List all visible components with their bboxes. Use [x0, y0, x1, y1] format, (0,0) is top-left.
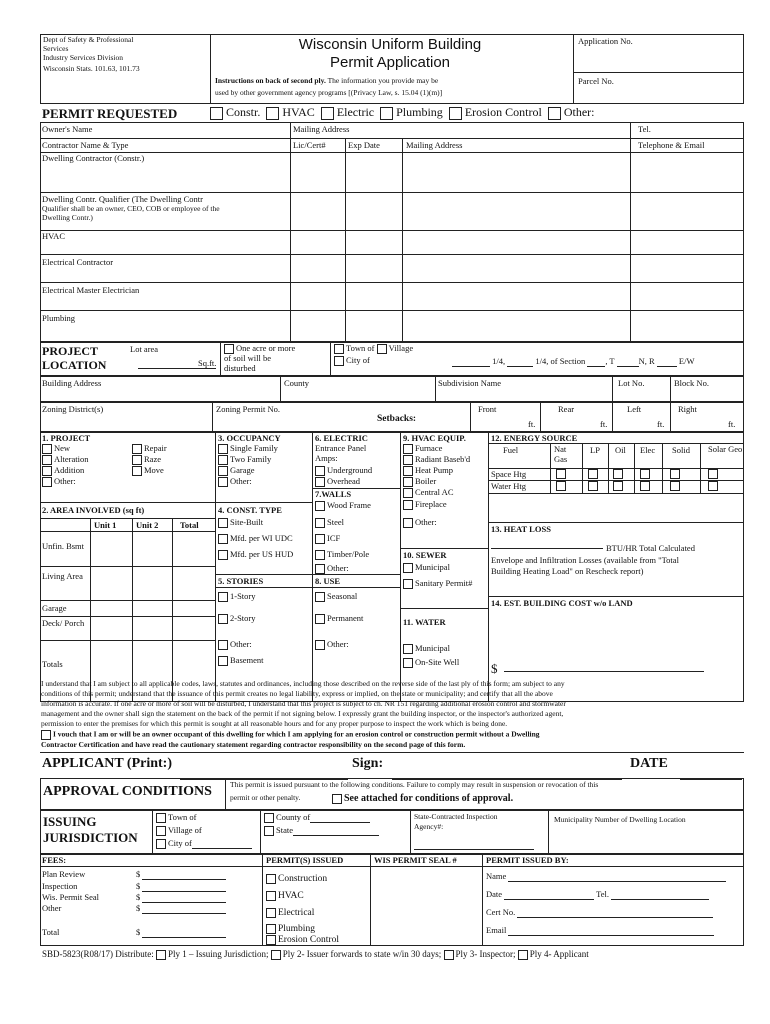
unit2-header: Unit 2: [136, 520, 159, 530]
village-checkbox[interactable]: [377, 344, 387, 354]
mfd-wi-checkbox[interactable]: [218, 534, 228, 544]
juris-town-checkbox[interactable]: [156, 813, 166, 823]
issued-by-tel-label: Tel.: [596, 889, 610, 899]
juris-county-checkbox[interactable]: [264, 813, 274, 823]
hvac-contractor-label: HVAC: [42, 231, 65, 241]
agency-no-label: Agency#:: [414, 822, 444, 831]
area-row-label: Deck/ Porch: [42, 618, 85, 628]
hvac-checkbox[interactable]: [266, 107, 279, 120]
plumbing-contractor-label: Plumbing: [42, 313, 76, 323]
overhead-label: Overhead: [327, 476, 361, 486]
energy-source-checkbox[interactable]: [640, 469, 650, 479]
section-label: 1/4, of Section: [535, 356, 586, 366]
juris-city-checkbox[interactable]: [156, 839, 166, 849]
fireplace-label: Fireplace: [415, 499, 447, 509]
sewer-title: 10. SEWER: [403, 550, 447, 560]
erosion-control-label: Erosion Control: [464, 105, 542, 119]
on-site-well-label: On-Site Well: [415, 657, 460, 667]
one-acre-label: One acre or more: [236, 343, 296, 353]
occupancy-other-checkbox[interactable]: [218, 477, 228, 487]
issued-construction-checkbox[interactable]: [266, 874, 276, 884]
area-row-label: Totals: [42, 659, 63, 669]
quarter-input-1[interactable]: [452, 366, 490, 367]
energy-source-checkbox[interactable]: [556, 481, 566, 491]
energy-source-checkbox[interactable]: [556, 469, 566, 479]
move-checkbox[interactable]: [132, 466, 142, 476]
solar-geo-col: Solar Geo: [708, 444, 743, 454]
plumbing-label: Plumbing: [396, 105, 443, 119]
raze-label: Raze: [144, 454, 161, 464]
hvac-other-label: Other:: [415, 517, 437, 527]
instructions-bold: Instructions on back of second ply.: [215, 76, 326, 85]
juris-county-input[interactable]: [310, 822, 370, 823]
setback-left-label: Left: [627, 404, 642, 414]
parcel-no-label: Parcel No.: [578, 76, 614, 86]
owner-name-label: Owner's Name: [42, 124, 93, 134]
raze-checkbox[interactable]: [132, 455, 142, 465]
sanitary-permit-checkbox[interactable]: [403, 579, 413, 589]
issued-erosion-checkbox[interactable]: [266, 935, 276, 945]
repair-checkbox[interactable]: [132, 444, 142, 454]
issued-by-date-label: Date: [486, 889, 503, 899]
heat-pump-checkbox[interactable]: [403, 466, 413, 476]
energy-source-checkbox[interactable]: [640, 481, 650, 491]
fee-dollar: $: [136, 903, 141, 913]
qualifier-note: Qualifier shall be an owner, CEO, COB or employee of the: [42, 204, 220, 213]
juris-state-checkbox[interactable]: [264, 826, 274, 836]
plan-review-fee-input[interactable]: [142, 879, 226, 880]
agency-line: Dept of Safety & Professional: [43, 35, 134, 44]
radiant-checkbox[interactable]: [403, 455, 413, 465]
juris-village-label: Village of: [168, 825, 202, 835]
building-address-label: Building Address: [42, 378, 102, 388]
use-other-checkbox[interactable]: [315, 640, 325, 650]
issuing-jurisdiction-label: ISSUING: [43, 814, 97, 829]
issued-by-tel-input[interactable]: [611, 899, 709, 900]
front-ft: ft.: [528, 419, 536, 429]
tel-email-label: Telephone & Email: [638, 140, 705, 150]
area-row-label: Living Area: [42, 571, 83, 581]
move-label: Move: [144, 465, 164, 475]
permanent-label: Permanent: [327, 613, 364, 623]
energy-source-title: 12. ENERGY SOURCE: [491, 433, 578, 443]
issued-electrical-checkbox[interactable]: [266, 908, 276, 918]
municipality-number-label: Municipality Number of Dwelling Location: [554, 815, 686, 824]
two-family-label: Two Family: [230, 454, 272, 464]
statement-line: I understand that I am subject to all applicable codes, laws, statutes and ordinances, including those described on the reverse side of the last ply of this form; am subject to any: [41, 679, 565, 688]
town-label: Town of: [346, 343, 375, 353]
cost-dollar: $: [491, 661, 498, 676]
constr-checkbox[interactable]: [210, 107, 223, 120]
central-ac-label: Central AC: [415, 487, 454, 497]
solid-col: Solid: [672, 445, 690, 455]
btu-label: BTU/HR Total Calculated: [606, 543, 695, 553]
approval-text-2: permit or other penalty.: [230, 793, 301, 802]
issued-by-email-label: Email: [486, 925, 507, 935]
ply4-checkbox[interactable]: [518, 950, 528, 960]
boiler-label: Boiler: [415, 476, 437, 486]
one-acre-label-3: disturbed: [224, 363, 256, 373]
statement-line: management and the owner shall sign the statement on the back of the permit if not signing below. I expressly grant the building inspector, or the inspector's authorized agent,: [41, 709, 564, 718]
icf-label: ICF: [327, 533, 341, 543]
lp-col: LP: [590, 445, 600, 455]
fee-item: Wis. Permit Seal: [42, 892, 100, 902]
entrance-panel-label: Entrance Panel: [315, 443, 367, 453]
issued-hvac-checkbox[interactable]: [266, 891, 276, 901]
underground-checkbox[interactable]: [315, 466, 325, 476]
other-fee-input[interactable]: [142, 913, 226, 914]
addition-checkbox[interactable]: [42, 466, 52, 476]
agency-no-input[interactable]: [414, 849, 534, 850]
wood-frame-label: Wood Frame: [327, 500, 371, 510]
const-type-title: 4. CONST. TYPE: [218, 505, 282, 515]
walls-other-checkbox[interactable]: [315, 564, 325, 574]
form-subtitle: Permit Application: [329, 54, 451, 71]
energy-source-checkbox[interactable]: [613, 469, 623, 479]
furnace-label: Furnace: [415, 443, 443, 453]
steel-checkbox[interactable]: [315, 518, 325, 528]
mfd-us-checkbox[interactable]: [218, 550, 228, 560]
juris-village-checkbox[interactable]: [156, 826, 166, 836]
ply2-checkbox[interactable]: [271, 950, 281, 960]
juris-city-input[interactable]: [192, 848, 252, 849]
basement-checkbox[interactable]: [218, 656, 228, 666]
unit1-header: Unit 1: [94, 520, 117, 530]
timber-pole-label: Timber/Pole: [327, 549, 370, 559]
left-ft: ft.: [657, 419, 665, 429]
single-family-checkbox[interactable]: [218, 444, 228, 454]
underground-label: Underground: [327, 465, 373, 475]
contractors-grid: [40, 122, 744, 342]
vouch-statement-2: Contractor Certification and have read the cautionary statement regarding contractor responsibility on the second page of this form.: [41, 740, 466, 749]
range-input[interactable]: [657, 366, 677, 367]
juris-county-label: County of: [276, 812, 311, 822]
see-attached-checkbox[interactable]: [332, 794, 342, 804]
approval-text: This permit is issued pursuant to the following conditions. Failure to comply may result in suspension or revocation of this: [230, 780, 599, 789]
permit-requested-label: PERMIT REQUESTED: [42, 106, 178, 121]
footer-distribution: [42, 949, 589, 960]
fee-dollar: $: [136, 892, 141, 902]
central-ac-checkbox[interactable]: [403, 488, 413, 498]
date-label: DATE: [630, 756, 668, 771]
issued-plumbing-checkbox[interactable]: [266, 924, 276, 934]
energy-source-checkbox[interactable]: [670, 481, 680, 491]
contractor-name-label: Contractor Name & Type: [42, 140, 129, 150]
zoning-permit-label: Zoning Permit No.: [216, 404, 280, 414]
city-checkbox[interactable]: [334, 356, 344, 366]
permit-seal-fee-input[interactable]: [142, 902, 226, 903]
single-family-label: Single Family: [230, 443, 278, 453]
sqft-label: Sq.ft.: [198, 358, 217, 368]
state-contracted-label: State-Contracted Inspection: [414, 812, 498, 821]
quarter-label-1: 1/4,: [492, 356, 506, 366]
master-electrician-label: Electrical Master Electrician: [42, 285, 140, 295]
permit-seal-label: WIS PERMIT SEAL #: [374, 855, 457, 865]
heat-loss-desc: Envelope and Infiltration Losses (available from "Total: [491, 555, 679, 565]
use-other-label: Other:: [327, 639, 349, 649]
heat-loss-title: 13. HEAT LOSS: [491, 524, 551, 534]
permit-issued-by-label: PERMIT ISSUED BY:: [486, 855, 569, 865]
erosion-control-checkbox[interactable]: [449, 107, 462, 120]
permanent-checkbox[interactable]: [315, 614, 325, 624]
right-ft: ft.: [728, 419, 736, 429]
dwelling-contractor-label: Dwelling Contractor (Constr.): [42, 153, 145, 163]
hvac-equip-title: 9. HVAC EQUIP.: [403, 433, 466, 443]
instructions-line2: used by other government agency programs [(Privacy Law, s. 15.04 (1)(m)]: [215, 88, 443, 97]
township-label: , T: [605, 356, 615, 366]
owner-occupant-checkbox[interactable]: [41, 730, 51, 740]
ply3-checkbox[interactable]: [444, 950, 454, 960]
rear-ft: ft.: [600, 419, 608, 429]
energy-source-checkbox[interactable]: [588, 469, 598, 479]
town-checkbox[interactable]: [334, 344, 344, 354]
issued-electrical-label: Electrical: [278, 908, 315, 919]
see-attached-label: See attached for conditions of approval.: [344, 793, 514, 804]
county-label: County: [284, 378, 310, 388]
two-story-checkbox[interactable]: [218, 614, 228, 624]
form-title: Wisconsin Uniform Building: [298, 36, 482, 53]
agency-line: Wisconsin Stats. 101.63, 101.73: [43, 64, 140, 73]
steel-label: Steel: [327, 517, 344, 527]
amps-label: Amps:: [315, 453, 338, 463]
setbacks-label: Setbacks:: [377, 414, 417, 424]
qualifier-label: Dwelling Contr. Qualifier (The Dwelling Contr: [42, 194, 203, 204]
fuel-col: Fuel: [503, 445, 519, 455]
area-section-title: 2. AREA INVOLVED (sq ft): [42, 505, 145, 515]
contractor-mailing-label: Mailing Address: [406, 140, 463, 150]
one-story-checkbox[interactable]: [218, 592, 228, 602]
area-row-label: Garage: [42, 603, 67, 613]
ply4-label: Ply 4- Applicant: [529, 949, 589, 959]
occupancy-other-label: Other:: [230, 476, 252, 486]
fee-item: Total: [42, 927, 60, 937]
owner-mailing-label: Mailing Address: [293, 124, 350, 134]
permits-issued-label: PERMIT(S) ISSUED: [266, 855, 344, 865]
overhead-checkbox[interactable]: [315, 477, 325, 487]
oil-col: Oil: [615, 445, 626, 455]
radiant-label: Radiant Baseb'd: [415, 454, 471, 464]
ply1-label: Ply 1 – Issuing Jurisdiction;: [168, 949, 269, 959]
constr-label: Constr.: [226, 105, 261, 119]
stories-other-checkbox[interactable]: [218, 640, 228, 650]
space-htg-row: Space Htg: [491, 469, 527, 479]
vouch-statement: I vouch that I am or will be an owner occupant of this dwelling for which I am applying for an erosion control or construction permit without a Dwelling: [53, 729, 540, 739]
agency-line: Industry Services Division: [43, 53, 123, 62]
one-story-label: 1-Story: [230, 591, 256, 601]
juris-town-label: Town of: [168, 812, 197, 822]
stories-other-label: Other:: [230, 639, 252, 649]
permit-type-options: [210, 106, 594, 120]
icf-checkbox[interactable]: [315, 534, 325, 544]
alteration-checkbox[interactable]: [42, 455, 52, 465]
fee-dollar: $: [136, 869, 141, 879]
ply1-checkbox[interactable]: [156, 950, 166, 960]
fee-item: Plan Review: [42, 869, 86, 879]
project-other-label: Other:: [54, 476, 76, 486]
inspection-fee-input[interactable]: [142, 891, 226, 892]
zoning-district-label: Zoning District(s): [42, 404, 104, 414]
fees-label: FEES:: [42, 855, 67, 865]
issued-by-date-input[interactable]: [504, 899, 594, 900]
mfd-wi-label: Mfd. per WI UDC: [230, 533, 293, 543]
other-checkbox[interactable]: [548, 107, 561, 120]
repair-label: Repair: [144, 443, 167, 453]
water-title: 11. WATER: [403, 617, 446, 627]
instructions-text: The information you provide may be: [325, 76, 439, 85]
issued-by-email-input[interactable]: [508, 935, 714, 936]
setback-right-label: Right: [678, 404, 697, 414]
setback-rear-label: Rear: [558, 404, 575, 414]
energy-source-checkbox[interactable]: [613, 481, 623, 491]
approval-conditions-label: APPROVAL CONDITIONS: [43, 784, 212, 799]
juris-city-label: City of: [168, 838, 192, 848]
applicant-print-label: APPLICANT (Print:): [42, 756, 173, 771]
two-family-checkbox[interactable]: [218, 455, 228, 465]
energy-source-checkbox[interactable]: [588, 481, 598, 491]
issued-construction-label: Construction: [278, 874, 328, 885]
township-input[interactable]: [617, 366, 639, 367]
fee-dollar: $: [136, 927, 141, 937]
est-cost-title: 14. EST. BUILDING COST w/o LAND: [491, 598, 633, 608]
sanitary-permit-label: Sanitary Permit#: [415, 578, 473, 588]
est-cost-input[interactable]: [504, 671, 704, 672]
basement-label: Basement: [230, 655, 264, 665]
issued-by-name-input[interactable]: [508, 881, 726, 882]
juris-state-input[interactable]: [293, 835, 379, 836]
electric-title: 6. ELECTRIC: [315, 433, 368, 443]
exp-date-label: Exp Date: [348, 140, 380, 150]
heat-pump-label: Heat Pump: [415, 465, 454, 475]
furnace-checkbox[interactable]: [403, 444, 413, 454]
project-other-checkbox[interactable]: [42, 477, 52, 487]
qualifier-note-end: Dwelling Contr.): [42, 213, 93, 222]
seasonal-checkbox[interactable]: [315, 592, 325, 602]
other-label: Other:: [563, 105, 595, 119]
two-story-label: 2-Story: [230, 613, 256, 623]
fee-dollar: $: [136, 881, 141, 891]
issued-by-cert-label: Cert No.: [486, 907, 516, 917]
form-number: SBD-5823(R08/17) Distribute:: [42, 949, 154, 959]
quarter-input-2[interactable]: [507, 366, 533, 367]
sign-label: Sign:: [352, 756, 384, 771]
fee-item: Inspection: [42, 881, 78, 891]
owner-tel-label: Tel.: [638, 124, 651, 134]
block-no-label: Block No.: [674, 378, 709, 388]
lot-no-label: Lot No.: [618, 378, 645, 388]
issuing-jurisdiction-label-2: JURISDICTION: [43, 830, 138, 845]
seasonal-label: Seasonal: [327, 591, 358, 601]
subdivision-label: Subdivision Name: [438, 378, 502, 388]
ply2-label: Ply 2- Issuer forwards to state w/in 30 days;: [282, 949, 442, 959]
new-label: New: [54, 443, 71, 453]
lic-cert-label: Lic/Cert#: [293, 140, 326, 150]
fireplace-checkbox[interactable]: [403, 500, 413, 510]
on-site-well-checkbox[interactable]: [403, 658, 413, 668]
timber-pole-checkbox[interactable]: [315, 550, 325, 560]
project-section-title: 1. PROJECT: [42, 433, 91, 443]
mfd-us-label: Mfd. per US HUD: [230, 549, 294, 559]
fee-item: Other: [42, 903, 62, 913]
issued-by-cert-input[interactable]: [517, 917, 713, 918]
statement-line: information is accurate. If one acre or more of soil will be disturbed, I understand that this project is subject to ch. NR 151 regarding additional erosion control and stormwater: [41, 699, 566, 708]
lot-area-label: Lot area: [130, 344, 159, 354]
one-acre-label-2: of soil will be: [224, 353, 271, 363]
area-row-label: Unfin. Bsmt: [42, 541, 85, 551]
issued-erosion-label: Erosion Control: [278, 935, 339, 946]
water-municipal-label: Municipal: [415, 643, 450, 653]
total-fee-input[interactable]: [142, 937, 226, 938]
range-label: N, R: [638, 356, 655, 366]
village-label: Village: [388, 343, 414, 353]
issued-hvac-label: HVAC: [278, 891, 304, 902]
wood-frame-checkbox[interactable]: [315, 501, 325, 511]
sewer-municipal-label: Municipal: [415, 562, 450, 572]
ew-label: E/W: [678, 356, 695, 366]
total-header: Total: [180, 520, 199, 530]
water-htg-row: Water Htg: [491, 481, 526, 491]
alteration-label: Alteration: [54, 454, 89, 464]
application-no-label: Application No.: [578, 36, 633, 46]
issued-plumbing-label: Plumbing: [278, 924, 315, 935]
nat-gas-col: Nat Gas: [554, 444, 568, 464]
stories-title: 5. STORIES: [218, 576, 264, 586]
agency-line: Services: [43, 44, 69, 53]
use-title: 8. USE: [315, 576, 341, 586]
addition-label: Addition: [54, 465, 85, 475]
walls-other-label: Other:: [327, 563, 349, 573]
boiler-checkbox[interactable]: [403, 477, 413, 487]
new-checkbox[interactable]: [42, 444, 52, 454]
btu-input[interactable]: [491, 548, 603, 549]
ply3-label: Ply 3- Inspector;: [455, 949, 516, 959]
plumbing-checkbox[interactable]: [380, 107, 393, 120]
water-municipal-checkbox[interactable]: [403, 644, 413, 654]
setback-front-label: Front: [478, 404, 497, 414]
statement-line: conditions of this permit; understand that the issuance of this permit creates no legal liability, express or implied, on the state or municipality; and certify that all the above: [41, 689, 553, 698]
electric-label: Electric: [336, 105, 375, 119]
electric-checkbox[interactable]: [321, 107, 334, 120]
juris-state-label: State: [276, 825, 293, 835]
garage-label: Garage: [230, 465, 255, 475]
project-location-label-2: LOCATION: [42, 358, 107, 372]
heat-loss-desc-2: Building Heating Load" on Rescheck report): [491, 566, 644, 576]
project-location-label: PROJECT: [42, 344, 99, 358]
walls-title: 7.WALLS: [315, 489, 352, 499]
occupancy-title: 3. OCCUPANCY: [218, 433, 281, 443]
garage-checkbox[interactable]: [218, 466, 228, 476]
city-label: City of: [346, 355, 370, 365]
energy-source-checkbox[interactable]: [708, 469, 718, 479]
statement-line: permission to enter the premises for which this permit is sought at all reasonable hours and for any proper purpose to inspect the work which is being done.: [41, 719, 508, 728]
section-input[interactable]: [587, 366, 605, 367]
electrical-contractor-label: Electrical Contractor: [42, 257, 114, 267]
hvac-other-checkbox[interactable]: [403, 518, 413, 528]
elec-col: Elec: [640, 445, 656, 455]
issued-by-name-label: Name: [486, 871, 507, 881]
site-built-checkbox[interactable]: [218, 518, 228, 528]
energy-source-checkbox[interactable]: [670, 469, 680, 479]
energy-source-checkbox[interactable]: [708, 481, 718, 491]
sewer-municipal-checkbox[interactable]: [403, 563, 413, 573]
hvac-label: HVAC: [282, 105, 315, 119]
site-built-label: Site-Built: [230, 517, 264, 527]
